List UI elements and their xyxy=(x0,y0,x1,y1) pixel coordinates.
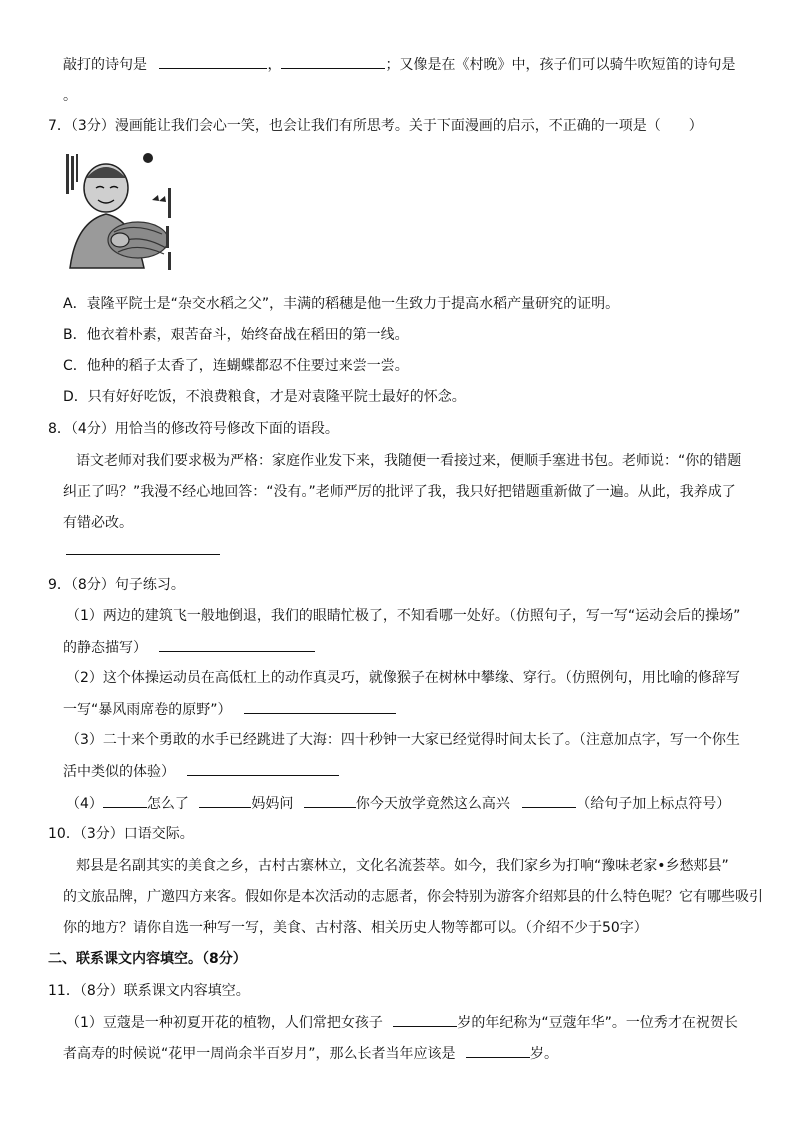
q9-s2-line-2 xyxy=(63,699,396,720)
section-2-title: 二、联系课文内容填空。（8分） xyxy=(48,951,247,967)
answer-blank[interactable] xyxy=(244,699,396,714)
q11-s1-text-4: 岁。 xyxy=(529,1046,558,1062)
q9-s3-text: 活中类似的体验） xyxy=(63,764,175,780)
q6-text-2: ；又像是在《村晚》中，孩子们可以骑牛吹短笛的诗句是 xyxy=(385,57,736,73)
answer-blank[interactable] xyxy=(304,793,356,808)
q10-stem: 10．（3分）口语交际。 xyxy=(48,826,194,842)
q9-s4-text-2: 妈妈问 xyxy=(251,796,294,812)
answer-blank[interactable] xyxy=(466,1043,530,1058)
q9-s2-text: 一写“暴风雨席卷的原野”） xyxy=(63,702,232,718)
answer-blank[interactable] xyxy=(393,1012,457,1027)
answer-blank[interactable] xyxy=(159,637,315,652)
q6-answer-line xyxy=(63,54,735,75)
q9-s4-line xyxy=(66,793,730,814)
q10-paragraph-line-1: 郏县是名副其实的美食之乡，古村古寨林立，文化名流荟萃。如今，我们家乡为打响“豫味老家•乡愁郏县” xyxy=(76,858,729,874)
q8-answer-blank[interactable] xyxy=(66,540,220,555)
q9-s1-line-1: （1）两边的建筑飞一般地倒退，我们的眼睛忙极了，不知看哪一处好。（仿照句子，写一写“运动会后的操场” xyxy=(66,608,741,624)
q7-option-c: C．他种的稻子太香了，连蝴蝶都忍不住要过来尝一尝。 xyxy=(63,358,409,374)
q11-s1-text-3: 者高寿的时候说“花甲一周尚余半百岁月”，那么长者当年应该是 xyxy=(63,1046,456,1062)
q6-text-1: 敲打的诗句是 xyxy=(63,57,147,73)
answer-blank[interactable] xyxy=(199,793,251,808)
q7-option-d: D．只有好好吃饭，不浪费粮食，才是对袁隆平院士最好的怀念。 xyxy=(63,389,466,405)
q9-s4-text-4: （给句子加上标点符号） xyxy=(576,796,731,812)
q9-s3-line-2 xyxy=(63,761,339,782)
q10-paragraph-line-2: 的文旅品牌，广邀四方来客。假如你是本次活动的志愿者，你会特别为游客介绍郏县的什么特色呢？它有哪些吸引 xyxy=(63,889,763,905)
q8-paragraph-line-2: 纠正了吗？”我漫不经心地回答：“没有。”老师严厉的批评了我，我只好把错题重新做了一遍。从此，我养成了 xyxy=(63,484,736,500)
q8-paragraph-line-1: 语文老师对我们要求极为严格：家庭作业发下来，我随便一看接过来，便顺手塞进书包。老师说：“你的错题 xyxy=(76,453,742,469)
q9-s4-label: （4） xyxy=(66,796,103,812)
q8-paragraph-line-3: 有错必改。 xyxy=(63,515,133,531)
q11-s1-text-2: 岁的年纪称为“豆蔻年华”。一位秀才在祝贺长 xyxy=(457,1015,738,1031)
q11-s1-text-1: （1）豆蔻是一种初夏开花的植物，人们常把女孩子 xyxy=(66,1015,383,1031)
answer-blank[interactable] xyxy=(281,54,385,69)
q11-stem: 11．（8分）联系课文内容填空。 xyxy=(48,983,250,999)
q6-period: 。 xyxy=(63,88,77,104)
q10-paragraph-line-3: 你的地方？请你自选一种写一写，美食、古村落、相关历史人物等都可以。（介绍不少于50字） xyxy=(63,920,648,936)
answer-blank[interactable] xyxy=(187,761,339,776)
q8-stem: 8．（4分）用恰当的修改符号修改下面的语段。 xyxy=(48,421,339,437)
q11-s1-line-1 xyxy=(66,1012,738,1033)
cartoon-image xyxy=(60,148,180,276)
answer-blank[interactable] xyxy=(103,793,147,808)
yuan-longping-cartoon xyxy=(60,148,180,276)
q6-comma: ， xyxy=(267,57,282,73)
q9-stem: 9．（8分）句子练习。 xyxy=(48,577,185,593)
q7-stem: 7．（3分）漫画能让我们会心一笑，也会让我们有所思考。关于下面漫画的启示，不正确的一项是（ ） xyxy=(48,118,703,134)
q9-s1-text: 的静态描写） xyxy=(63,640,147,656)
q9-s2-line-1: （2）这个体操运动员在高低杠上的动作真灵巧，就像猴子在树林中攀缘、穿行。（仿照例句，用比喻的修辞写 xyxy=(66,670,740,686)
q9-s1-line-2 xyxy=(63,637,315,658)
q7-option-b: B．他衣着朴素，艰苦奋斗，始终奋战在稻田的第一线。 xyxy=(63,327,409,343)
q9-s4-text-1: 怎么了 xyxy=(146,796,189,812)
answer-blank[interactable] xyxy=(159,54,267,69)
q9-s3-line-1: （3）二十来个勇敢的水手已经跳进了大海：四十秒钟一大家已经觉得时间太长了。（注意加点字，写一个你生 xyxy=(66,732,740,748)
q6-end-line xyxy=(63,86,77,106)
answer-blank[interactable] xyxy=(522,793,576,808)
q7-option-a: A．袁隆平院士是“杂交水稻之父”，丰满的稻穗是他一生致力于提高水稻产量研究的证明。 xyxy=(63,296,620,312)
q9-s4-text-3: 你今天放学竟然这么高兴 xyxy=(355,796,510,812)
q11-s1-line-2 xyxy=(63,1043,558,1064)
